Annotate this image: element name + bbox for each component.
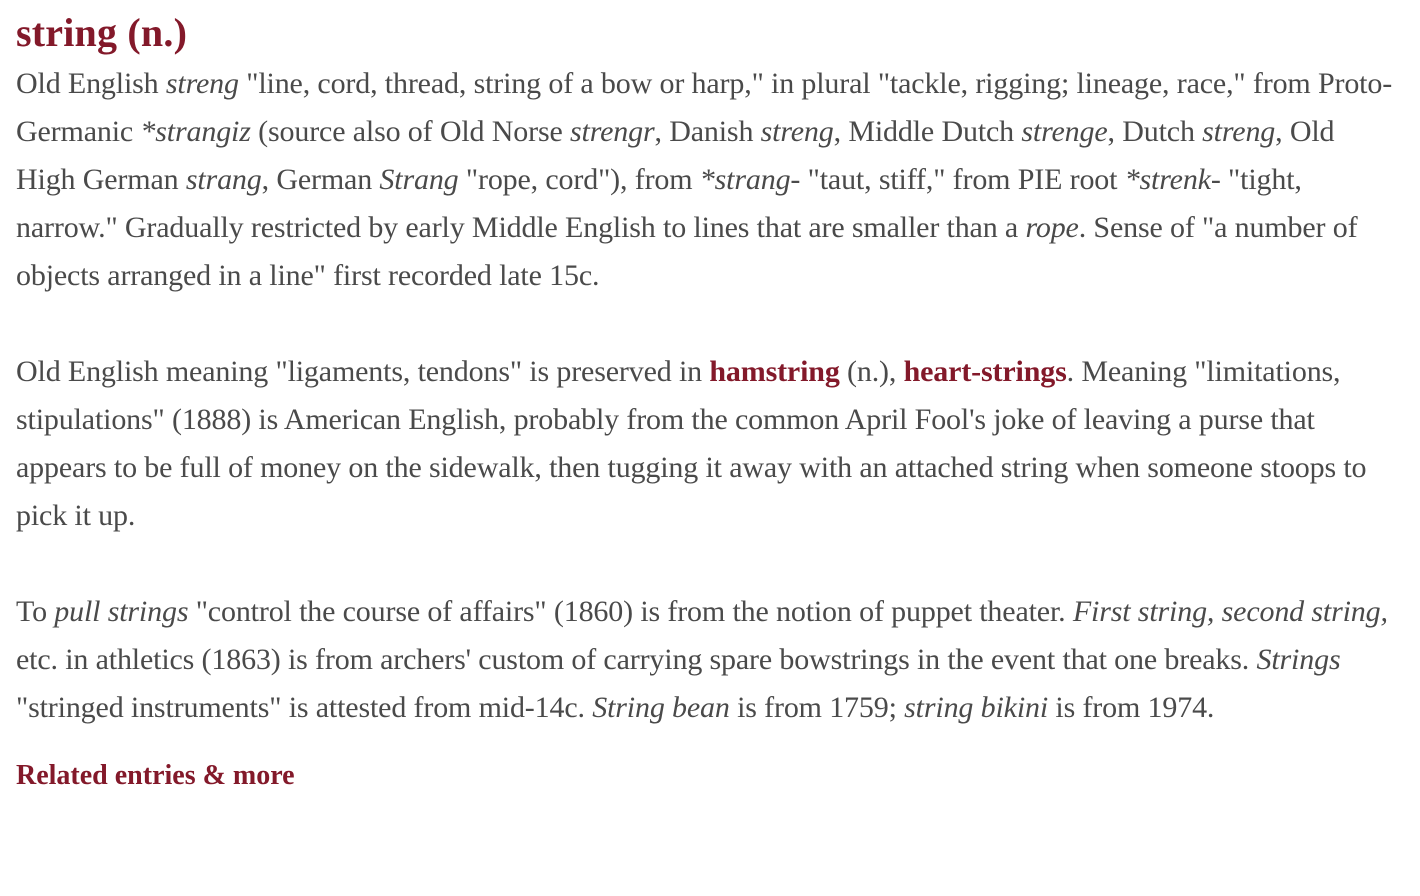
text-run: Old English xyxy=(16,67,166,100)
text-run: , Old High German xyxy=(16,115,1335,196)
text-run: is from 1974. xyxy=(1048,691,1215,724)
italic-term: *strang- xyxy=(699,163,801,196)
italic-term: strengr xyxy=(569,115,655,148)
link-hamstring[interactable]: hamstring xyxy=(709,355,840,388)
text-run: To xyxy=(16,595,55,628)
text-run: etc. in athletics (1863) is from archers' custom of carrying spare bowstrings in the event that one breaks. xyxy=(16,643,1257,676)
text-run: (source also of Old Norse xyxy=(250,115,570,148)
paragraph-origin xyxy=(16,60,1396,300)
paragraph-phrases xyxy=(16,588,1396,732)
italic-term: *strangiz xyxy=(140,115,251,148)
text-run: "taut, stiff," from PIE root xyxy=(800,163,1125,196)
text-run: , Dutch xyxy=(1107,115,1203,148)
text-run: "tight, narrow." Gradually restricted by early Middle English to lines that are smaller than a xyxy=(16,163,1302,244)
italic-term: string bikini xyxy=(904,691,1049,724)
paragraph-meanings xyxy=(16,348,1396,540)
text-run: , Danish xyxy=(654,115,761,148)
italic-term: rope xyxy=(1025,211,1079,244)
text-run: "control the course of affairs" (1860) is from the notion of puppet theater. xyxy=(188,595,1073,628)
related-entries-link[interactable]: Related entries & more xyxy=(16,760,295,791)
italic-term: streng xyxy=(760,115,834,148)
text-run: . Sense of "a number of objects arranged in a line" first recorded late 15c. xyxy=(16,211,1358,292)
italic-term: First string, second string, xyxy=(1072,595,1388,628)
italic-term: strang xyxy=(185,163,262,196)
etymology-entry xyxy=(16,10,1396,794)
entry-title: string (n.) xyxy=(16,10,188,55)
text-run: . Meaning "limitations, stipulations" (1888) is American English, probably from the common April Fool's joke of leaving a purse that appears to be full of money on the sidewalk, then tugging it away with an attached string when someone stoops to pick it up. xyxy=(16,355,1367,532)
text-run: "stringed instruments" is attested from mid-14c. xyxy=(16,691,593,724)
text-run: "line, cord, thread, string of a bow or harp," in plural "tackle, rigging; lineage, race," from Proto-Germanic xyxy=(16,67,1393,148)
text-run: Old English meaning "ligaments, tendons" is preserved in xyxy=(16,355,710,388)
text-run: (n.), xyxy=(839,355,904,388)
italic-term: *strenk- xyxy=(1124,163,1221,196)
text-run: , Middle Dutch xyxy=(833,115,1022,148)
italic-term: streng xyxy=(165,67,239,100)
text-run: , German xyxy=(261,163,380,196)
italic-term: streng xyxy=(1202,115,1276,148)
italic-term: Strings xyxy=(1256,643,1341,676)
italic-term: String bean xyxy=(592,691,730,724)
italic-term: Strang xyxy=(379,163,459,196)
italic-term: pull strings xyxy=(54,595,189,628)
text-run: "rope, cord"), from xyxy=(458,163,700,196)
text-run: is from 1759; xyxy=(729,691,905,724)
italic-term: strenge xyxy=(1021,115,1108,148)
link-heart-strings[interactable]: heart-strings xyxy=(903,355,1067,388)
